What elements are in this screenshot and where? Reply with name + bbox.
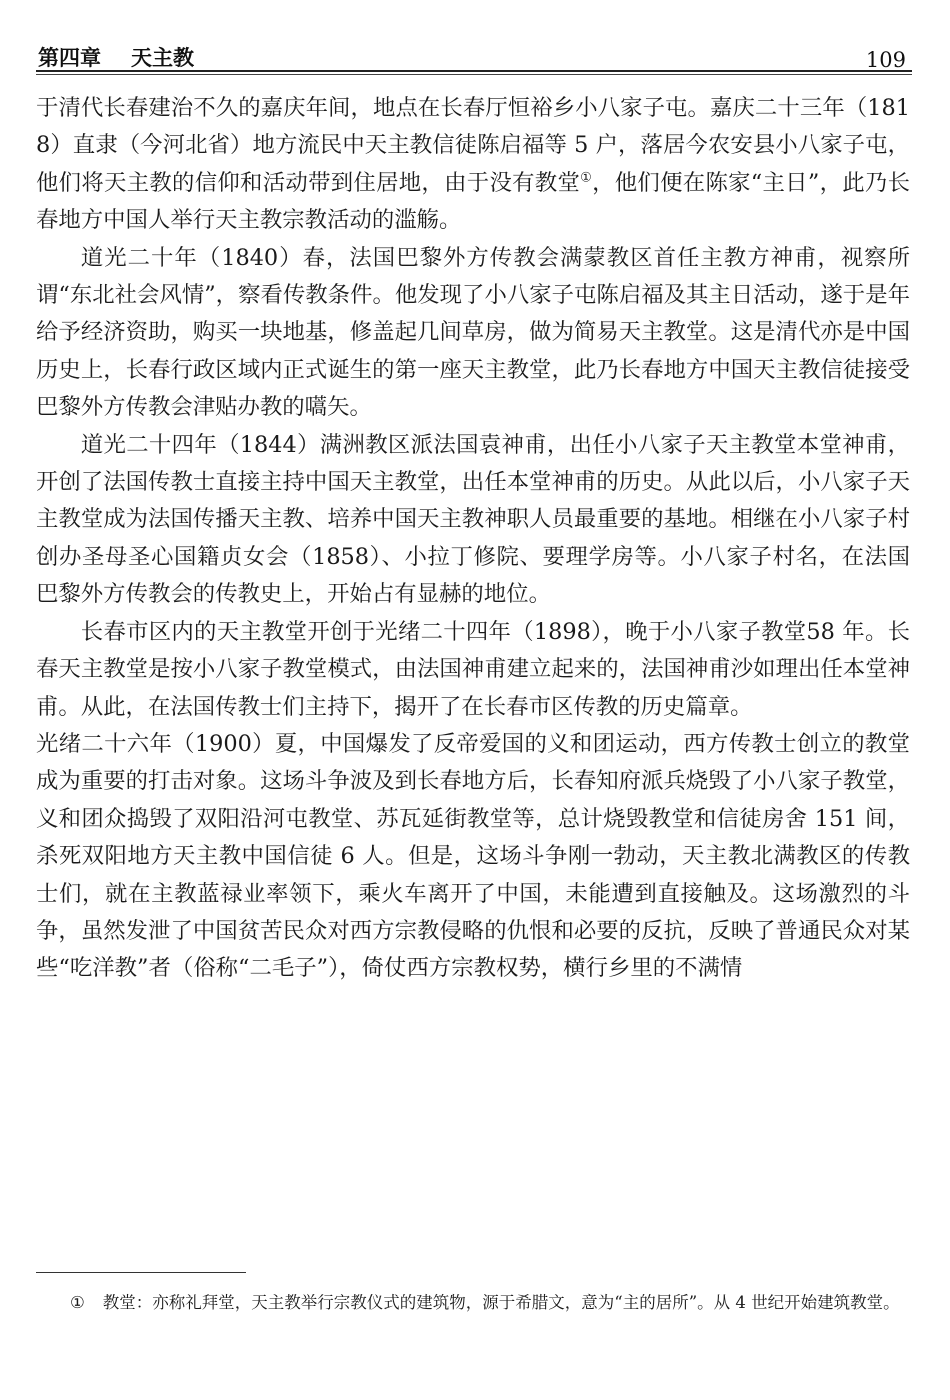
body-text xyxy=(36,90,910,988)
paragraph-1-text: 于清代长春建治不久的嘉庆年间，地点在长春厅恒裕乡小八家子屯。嘉庆二十三年（1818）直隶（今河北省）地方流民中天主教信徒陈启福等 5 户，落居今农安县小八家子屯，他们将天主教的信仰和活动带到住居地，由于没有教堂 xyxy=(36,95,910,196)
footnote-marker: ① xyxy=(70,1293,85,1312)
paragraph-1 xyxy=(36,90,910,240)
paragraph-3: 道光二十四年（1844）满洲教区派法国袁神甫，出任小八家子天主教堂本堂神甫，开创了法国传教士直接主持中国天主教堂，出任本堂神甫的历史。从此以后，小八家子天主教堂成为法国传播天主教、培养中国天主教神职人员最重要的基地。相继在小八家子村创办圣母圣心国籍贞女会（1858）、小拉丁修院、要理学房等。小八家子村名，在法国巴黎外方传教会的传教史上，开始占有显赫的地位。 xyxy=(36,431,910,608)
header-rule xyxy=(36,70,912,72)
footnote-text: 教堂：亦称礼拜堂，天主教举行宗教仪式的建筑物，源于希腊文，意为“主的居所”。从 4 世纪开始建筑教堂。 xyxy=(102,1293,900,1312)
running-header xyxy=(38,34,912,72)
footnote-rule xyxy=(36,1272,246,1273)
section-title: 天主教 xyxy=(131,46,194,70)
chapter-label: 第四章 xyxy=(38,46,101,70)
header-left xyxy=(38,42,194,72)
paragraph-4: 长春市区内的天主教堂开创于光绪二十四年（1898），晚于小八家子教堂58 年。长春天主教堂是按小八家子教堂模式，由法国神甫建立起来的，法国神甫沙如理出任本堂神甫。从此，在法国传教士们主持下，揭开了在长春市区传教的历史篇章。 xyxy=(36,618,910,720)
paragraph-5: 光绪二十六年（1900）夏，中国爆发了反帝爱国的义和团运动，西方传教士创立的教堂成为重要的打击对象。这场斗争波及到长春地方后，长春知府派兵烧毁了小八家子教堂，义和团众捣毁了双阳沿河屯教堂、苏瓦延街教堂等，总计烧毁教堂和信徒房舍 151 间，杀死双阳地方天主教中国信徒 6 人。但是，这场斗争刚一勃动，天主教北满教区的传教士们，就在主教蓝禄业率领下，乘火车离开了中国，未能遭到直接触及。这场激烈的斗争，虽然发泄了中国贫苦民众对西方宗教侵略的仇恨和必要的反抗，反映了普通民众对某些“吃洋教”者（俗称“二毛子”），倚仗西方宗教权势，横行乡里的不满情 xyxy=(36,730,910,982)
footnote xyxy=(36,1288,910,1318)
page-number: 109 xyxy=(865,48,906,72)
footnote-reference: ① xyxy=(580,170,593,186)
paragraph-1-text-after: ，他们便在陈家“主日”，此乃长春地方中国人举行天主教宗教活动的滥觞。 xyxy=(36,169,910,234)
paragraph-2: 道光二十年（1840）春，法国巴黎外方传教会满蒙教区首任主教方神甫，视察所谓“东北社会风情”，察看传教条件。他发现了小八家子屯陈启福及其主日活动，遂于是年给予经济资助，购买一块地基，修盖起几间草房，做为简易天主教堂。这是清代亦是中国历史上，长春行政区域内正式诞生的第一座天主教堂，此乃长春地方中国天主教信徒接受巴黎外方传教会津贴办教的嚆矢。 xyxy=(36,244,910,421)
header-rule-thin xyxy=(36,74,912,75)
